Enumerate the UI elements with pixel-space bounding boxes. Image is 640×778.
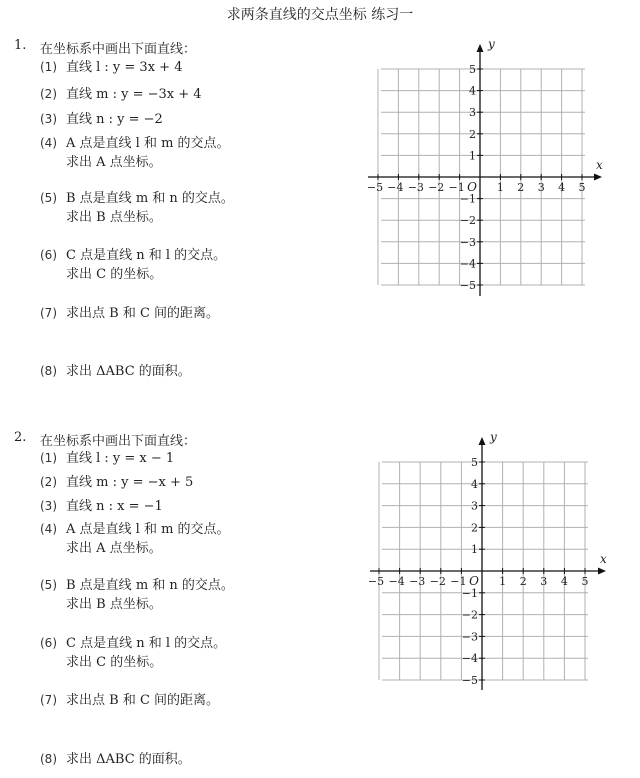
item-number: (2) (40, 475, 57, 489)
x-tick-label: 1 (496, 181, 504, 194)
item-text: 直线 n : y = −2 (66, 112, 163, 127)
worksheet-title: 求两条直线的交点坐标 练习一 (226, 7, 414, 23)
item-text: B 点是直线 m 和 n 的交点。 (66, 191, 234, 206)
item-number: (1) (40, 60, 57, 74)
x-tick-label: −4 (388, 575, 405, 588)
y-tick-label: 5 (469, 63, 476, 76)
origin-label: O (467, 180, 477, 194)
x-tick-label: −2 (428, 181, 445, 194)
item-subtext: 求出 C 的坐标。 (66, 655, 163, 670)
x-tick-label: −1 (448, 181, 465, 194)
y-tick-label: −2 (461, 608, 478, 622)
y-axis-arrow-icon (479, 437, 486, 445)
y-tick-label: −1 (459, 192, 476, 206)
x-tick-label: 2 (517, 181, 525, 194)
y-tick-label: 3 (469, 106, 476, 120)
item-number: (7) (40, 306, 57, 320)
question-2-heading: 在坐标系中画出下面直线： (40, 434, 197, 449)
item-number: (4) (40, 522, 57, 536)
x-tick-label: −5 (367, 575, 385, 588)
item-text: 直线 n : x = −1 (66, 499, 163, 514)
y-tick-label: 4 (471, 477, 478, 491)
x-tick-label: 1 (499, 575, 507, 588)
x-tick-label: 3 (540, 575, 548, 588)
y-tick-label: −2 (459, 214, 476, 228)
item-text: 直线 m : y = −x + 5 (66, 475, 194, 490)
x-tick-label: 4 (558, 181, 566, 194)
y-tick-label: 2 (471, 521, 478, 535)
y-tick-label: 2 (469, 127, 476, 141)
item-number: (2) (40, 87, 57, 101)
item-text: 直线 l : y = 3x + 4 (66, 60, 183, 75)
item-number: (8) (40, 364, 57, 378)
y-tick-label: 4 (469, 84, 476, 98)
item-text: 求出 ΔABC 的面积。 (66, 364, 191, 379)
y-tick-label: −4 (459, 257, 476, 271)
x-tick-label: 5 (578, 181, 586, 194)
y-tick-label: 5 (471, 456, 478, 469)
x-tick-label: −2 (429, 575, 446, 588)
y-axis-label: y (490, 430, 497, 444)
item-text: 直线 l : y = x − 1 (66, 451, 175, 466)
item-number: (5) (40, 578, 57, 592)
origin-label: O (469, 574, 479, 588)
x-tick-label: −4 (387, 181, 404, 194)
y-tick-label: −1 (461, 586, 478, 600)
item-text: B 点是直线 m 和 n 的交点。 (66, 578, 234, 593)
item-number: (7) (40, 693, 57, 707)
y-tick-label: −3 (459, 235, 476, 249)
y-tick-label: 1 (471, 543, 478, 557)
x-tick-label: −1 (450, 575, 467, 588)
item-text: C 点是直线 n 和 l 的交点。 (66, 248, 227, 263)
item-text: 求出点 B 和 C 间的距离。 (66, 306, 220, 321)
item-number: (5) (40, 191, 57, 205)
item-number: (8) (40, 752, 57, 766)
item-text: 求出点 B 和 C 间的距离。 (66, 693, 220, 708)
x-tick-label: −5 (366, 181, 384, 194)
item-text: 直线 m : y = −3x + 4 (66, 87, 202, 102)
y-tick-label: −5 (461, 674, 478, 687)
x-axis-label: x (596, 158, 603, 172)
x-tick-label: −3 (409, 575, 426, 588)
question-1-heading: 在坐标系中画出下面直线： (40, 42, 197, 57)
question-1-number: 1. (14, 38, 27, 53)
item-number: (6) (40, 248, 57, 262)
x-tick-label: 2 (519, 575, 527, 588)
x-axis-label: x (600, 552, 607, 566)
y-tick-label: −5 (459, 279, 476, 292)
y-tick-label: −3 (461, 630, 478, 644)
item-subtext: 求出 B 点坐标。 (66, 597, 162, 612)
item-subtext: 求出 C 的坐标。 (66, 267, 163, 282)
item-number: (6) (40, 636, 57, 650)
item-number: (4) (40, 136, 57, 150)
item-text: C 点是直线 n 和 l 的交点。 (66, 636, 227, 651)
x-axis-arrow-icon (598, 568, 606, 575)
item-text: 求出 ΔABC 的面积。 (66, 752, 191, 767)
item-number: (3) (40, 499, 57, 513)
item-subtext: 求出 A 点坐标。 (66, 155, 162, 170)
x-tick-label: −3 (407, 181, 424, 194)
y-tick-label: −4 (461, 652, 478, 666)
y-tick-label: 1 (469, 149, 476, 163)
item-subtext: 求出 B 点坐标。 (66, 210, 162, 225)
question-2-number: 2. (14, 430, 27, 445)
item-subtext: 求出 A 点坐标。 (66, 541, 162, 556)
item-number: (3) (40, 112, 57, 126)
item-text: A 点是直线 l 和 m 的交点。 (66, 136, 230, 151)
x-tick-label: 4 (560, 575, 568, 588)
x-tick-label: 5 (581, 575, 589, 588)
y-tick-label: 3 (471, 499, 478, 513)
y-axis-label: y (488, 37, 495, 51)
x-tick-label: 3 (537, 181, 545, 194)
item-text: A 点是直线 l 和 m 的交点。 (66, 522, 230, 537)
item-number: (1) (40, 451, 57, 465)
